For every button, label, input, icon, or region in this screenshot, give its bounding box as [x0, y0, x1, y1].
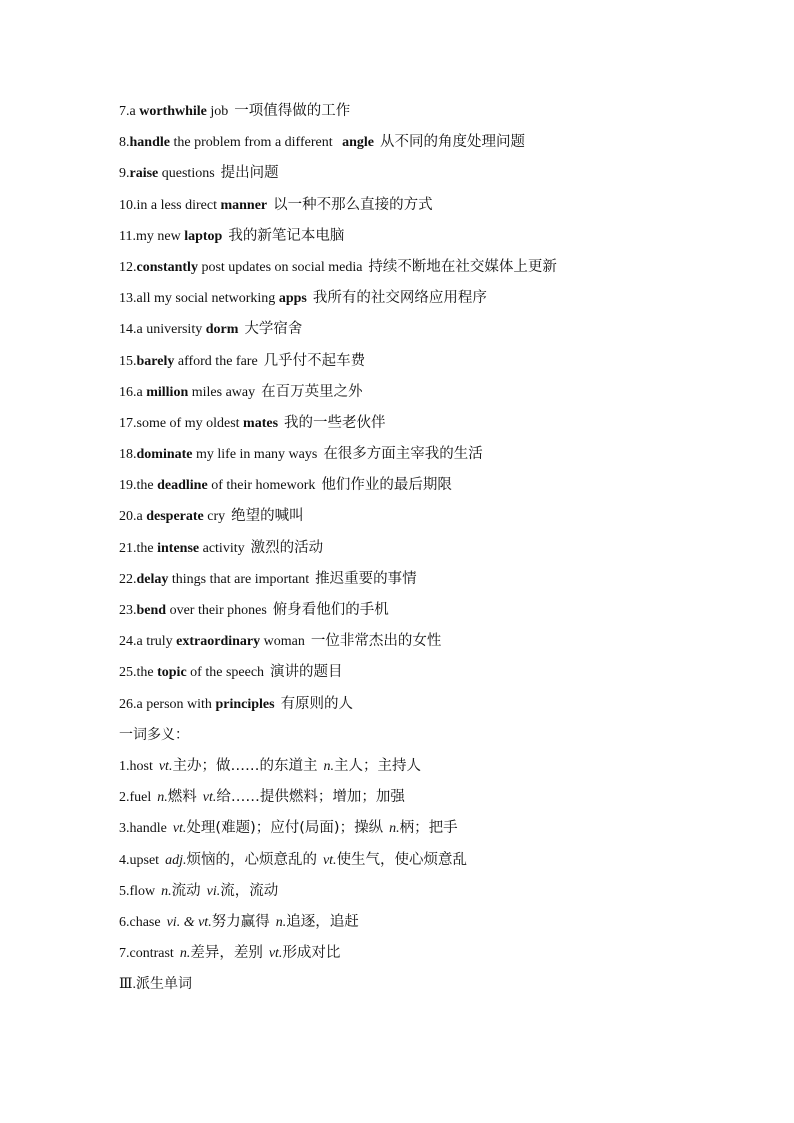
phrase-number: 10.	[119, 197, 137, 213]
phrase-number: 7.	[119, 104, 130, 119]
polysemy-meaning: 流，流动	[220, 882, 279, 899]
phrase-number: 21.	[119, 540, 137, 556]
phrase-number: 14.	[119, 322, 137, 338]
phrase-item	[119, 314, 739, 345]
phrase-item	[119, 501, 739, 532]
polysemy-word: flow	[129, 883, 156, 899]
polysemy-item	[119, 907, 739, 938]
phrase-item	[119, 470, 739, 501]
polysemy-word: contrast	[129, 946, 174, 962]
part-of-speech: n.	[179, 946, 191, 962]
phrase-translation: 在百万英里之外	[261, 383, 363, 400]
part-of-speech: n.	[275, 914, 287, 930]
phrase-number: 11.	[119, 228, 136, 244]
part-of-speech: vi.	[206, 883, 221, 899]
phrase-keyword: barely	[136, 353, 175, 369]
phrase-translation: 在很多方面主宰我的生活	[323, 446, 483, 463]
phrase-item	[119, 564, 739, 595]
phrase-text: cry	[203, 509, 226, 525]
phrase-keyword: worthwhile	[139, 104, 207, 119]
polysemy-meaning: 处理(难题)；应付(局面)；操纵	[186, 820, 384, 837]
phrase-text: the	[136, 478, 158, 494]
polysemy-meaning: 差异，差别	[190, 945, 263, 962]
phrase-item	[119, 96, 739, 127]
phrase-translation: 持续不断地在社交媒体上更新	[368, 258, 557, 275]
polysemy-word: fuel	[129, 790, 152, 806]
phrase-translation: 我所有的社交网络应用程序	[312, 290, 487, 307]
phrase-number: 23.	[119, 603, 137, 618]
phrase-translation: 一位非常杰出的女性	[310, 633, 442, 650]
polysemy-meaning: 追逐，追赶	[286, 913, 359, 930]
polysemy-item	[119, 813, 739, 844]
phrase-text: my new	[135, 228, 185, 244]
phrase-number: 16.	[119, 384, 137, 400]
phrase-keyword: desperate	[146, 509, 204, 525]
phrase-item	[119, 595, 739, 626]
phrase-number: 18.	[119, 447, 137, 463]
phrase-text: a university	[136, 322, 206, 338]
polysemy-word: handle	[129, 821, 167, 837]
part-of-speech: n.	[323, 758, 334, 774]
phrase-keyword: raise	[129, 166, 159, 182]
polysemy-word: host	[129, 758, 153, 774]
polysemy-meaning: 形成对比	[282, 945, 341, 962]
phrase-text: job	[206, 104, 229, 119]
phrase-number: 20.	[119, 509, 137, 525]
phrase-text: activity	[199, 540, 245, 556]
polysemy-meaning: 燃料	[167, 789, 197, 806]
polysemy-meaning: 柄；把手	[399, 820, 458, 837]
polysemy-item	[119, 751, 739, 782]
part-of-speech: vi. & vt.	[166, 914, 212, 930]
phrase-text: a	[136, 384, 147, 400]
phrase-keyword: principles	[215, 696, 275, 712]
section-heading: Ⅲ.派生单词	[119, 977, 193, 993]
phrase-keyword: million	[146, 384, 189, 400]
phrase-text: a	[129, 104, 140, 119]
phrase-translation: 演讲的题目	[270, 664, 343, 681]
phrase-keyword: angle	[342, 135, 374, 151]
phrase-text: over their phones	[166, 603, 267, 618]
phrase-keyword: manner	[220, 197, 268, 213]
part-of-speech: vt.	[322, 852, 337, 868]
phrase-keyword: deadline	[157, 478, 208, 494]
polysemy-number: 7.	[119, 946, 130, 962]
part-of-speech: n.	[161, 883, 172, 899]
phrase-translation: 提出问题	[220, 165, 279, 182]
phrase-item	[119, 346, 739, 377]
phrase-keyword: topic	[157, 665, 187, 681]
phrase-text: of their homework	[207, 478, 316, 494]
polysemy-item	[119, 876, 739, 907]
polysemy-number: 1.	[119, 758, 130, 774]
part-of-speech: vt.	[268, 946, 283, 962]
polysemy-item	[119, 845, 739, 876]
polysemy-item	[119, 782, 739, 813]
polysemy-number: 2.	[119, 790, 130, 806]
phrase-item	[119, 190, 739, 221]
polysemy-meaning: 流动	[171, 882, 201, 899]
phrase-keyword: delay	[136, 571, 169, 587]
phrase-translation: 他们作业的最后期限	[321, 477, 452, 494]
phrase-translation: 以一种不那么直接的方式	[273, 196, 433, 213]
phrase-number: 13.	[119, 291, 137, 307]
phrase-translation: 我的一些老伙伴	[284, 414, 386, 431]
phrase-keyword: dorm	[205, 322, 239, 338]
phrase-text: a	[136, 509, 147, 525]
polysemy-meaning: 烦恼的，心烦意乱的	[186, 851, 317, 868]
phrase-translation: 我的新笔记本电脑	[228, 227, 345, 244]
polysemy-meaning: 给……提供燃料；增加；加强	[216, 789, 405, 806]
polysemy-number: 4.	[119, 852, 130, 868]
phrase-keyword: mates	[243, 415, 279, 431]
phrase-number: 25.	[119, 665, 137, 681]
phrase-text: post updates on social media	[197, 259, 363, 275]
phrase-translation: 绝望的喊叫	[231, 508, 304, 525]
polysemy-number: 6.	[119, 914, 130, 930]
phrase-number: 8.	[119, 135, 130, 151]
phrase-translation: 有原则的人	[280, 695, 354, 712]
phrase-keyword: constantly	[136, 259, 198, 275]
phrase-text: miles away	[188, 384, 256, 400]
phrase-text: questions	[158, 166, 215, 182]
phrase-number: 15.	[119, 353, 137, 369]
phrase-text: a truly	[136, 634, 177, 650]
polysemy-number: 5.	[119, 883, 130, 899]
phrase-translation: 从不同的角度处理问题	[380, 134, 525, 151]
polysemy-word: upset	[129, 852, 160, 868]
phrase-keyword: bend	[136, 603, 167, 618]
phrase-item	[119, 283, 739, 314]
phrase-item	[119, 533, 739, 564]
phrase-text: of the speech	[186, 665, 265, 681]
phrase-translation: 一项值得做的工作	[234, 103, 351, 119]
phrase-text: some of my oldest	[136, 415, 244, 431]
polysemy-meaning: 主人；主持人	[333, 757, 421, 774]
phrase-text: the	[136, 665, 158, 681]
phrase-text: things that are important	[168, 571, 310, 587]
polysemy-meaning: 努力赢得	[211, 913, 270, 930]
phrase-number: 24.	[119, 634, 137, 650]
polysemy-heading: 一词多义：	[119, 727, 189, 743]
phrase-text: in a less direct	[136, 197, 221, 213]
phrase-item	[119, 158, 739, 189]
document-page	[119, 96, 739, 1000]
phrase-keyword: handle	[129, 135, 170, 151]
phrase-translation: 激烈的活动	[250, 539, 324, 556]
phrase-text: my life in many ways	[192, 447, 318, 463]
phrase-item	[119, 377, 739, 408]
phrase-number: 26.	[119, 696, 137, 712]
phrase-item	[119, 689, 739, 720]
phrase-item	[119, 439, 739, 470]
phrase-number: 19.	[119, 478, 137, 494]
phrase-number: 17.	[119, 415, 137, 431]
phrase-number: 12.	[119, 259, 137, 275]
phrase-translation: 大学宿舍	[244, 321, 303, 338]
part-of-speech: adj.	[165, 852, 187, 868]
phrase-item	[119, 252, 739, 283]
part-of-speech: vt.	[202, 790, 217, 806]
phrase-number: 22.	[119, 571, 137, 587]
part-of-speech: n.	[157, 790, 168, 806]
part-of-speech: n.	[389, 821, 400, 837]
polysemy-meaning: 使生气，使心烦意乱	[336, 851, 468, 868]
phrase-item	[119, 657, 739, 688]
part-of-speech: vt.	[172, 821, 187, 837]
phrase-text: the	[136, 540, 158, 556]
phrase-number: 9.	[119, 166, 130, 182]
phrase-item	[119, 408, 739, 439]
phrase-keyword: apps	[278, 291, 307, 307]
phrase-keyword: extraordinary	[176, 634, 261, 650]
phrase-translation: 几乎付不起车费	[263, 352, 366, 369]
polysemy-item	[119, 938, 739, 969]
phrase-item	[119, 221, 739, 252]
phrase-text: a person with	[136, 696, 216, 712]
phrase-keyword: laptop	[184, 228, 223, 244]
phrase-text: woman	[260, 634, 305, 650]
phrase-item	[119, 626, 739, 657]
polysemy-word: chase	[129, 914, 161, 930]
phrase-text: the problem from a different	[169, 135, 337, 151]
polysemy-meaning: 主办；做……的东道主	[172, 757, 318, 774]
phrase-translation: 俯身看他们的手机	[272, 602, 389, 618]
polysemy-list	[119, 751, 739, 969]
part-of-speech: vt.	[158, 758, 173, 774]
phrase-item	[119, 127, 739, 158]
polysemy-number: 3.	[119, 821, 130, 837]
phrase-list	[119, 96, 739, 720]
phrase-keyword: dominate	[136, 447, 193, 463]
phrase-keyword: intense	[157, 540, 200, 556]
phrase-text: all my social networking	[136, 291, 279, 307]
phrase-translation: 推迟重要的事情	[315, 570, 417, 587]
phrase-text: afford the fare	[174, 353, 258, 369]
